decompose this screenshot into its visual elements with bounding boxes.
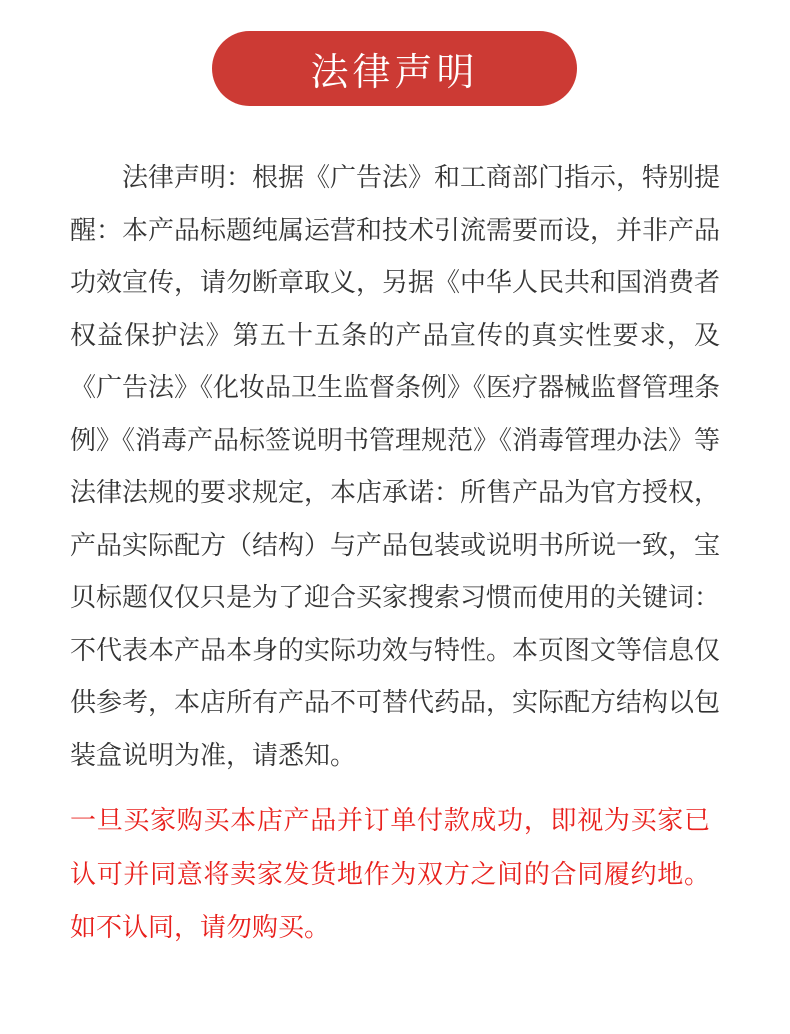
title-banner	[212, 31, 577, 106]
legal-notice-paragraph: 法律声明：根据《广告法》和工商部门指示，特别提醒：本产品标题纯属运营和技术引流需要而设，并非产品功效宣传，请勿断章取义，另据《中华人民共和国消费者权益保护法》第五十五条的产品宣传的真实性要求，及《广告法》《化妆品卫生监督条例》《医疗器械监督管理条例》《消毒产品标签说明书管理规范》《消毒管理办法》等法律法规的要求规定，本店承诺：所售产品为官方授权，产品实际配方（结构）与产品包装或说明书所说一致，宝贝标题仅仅只是为了迎合买家搜索习惯而使用的关键词：不代表本产品本身的实际功效与特性。本页图文等信息仅供参考，本店所有产品不可替代药品，实际配方结构以包装盒说明为准，请悉知。	[70, 163, 721, 771]
purchase-warning-paragraph: 一旦买家购买本店产品并订单付款成功，即视为买家已认可并同意将卖家发货地作为双方之间的合同履约地。如不认同，请勿购买。	[70, 806, 710, 943]
page-title: 法律声明	[310, 50, 479, 94]
